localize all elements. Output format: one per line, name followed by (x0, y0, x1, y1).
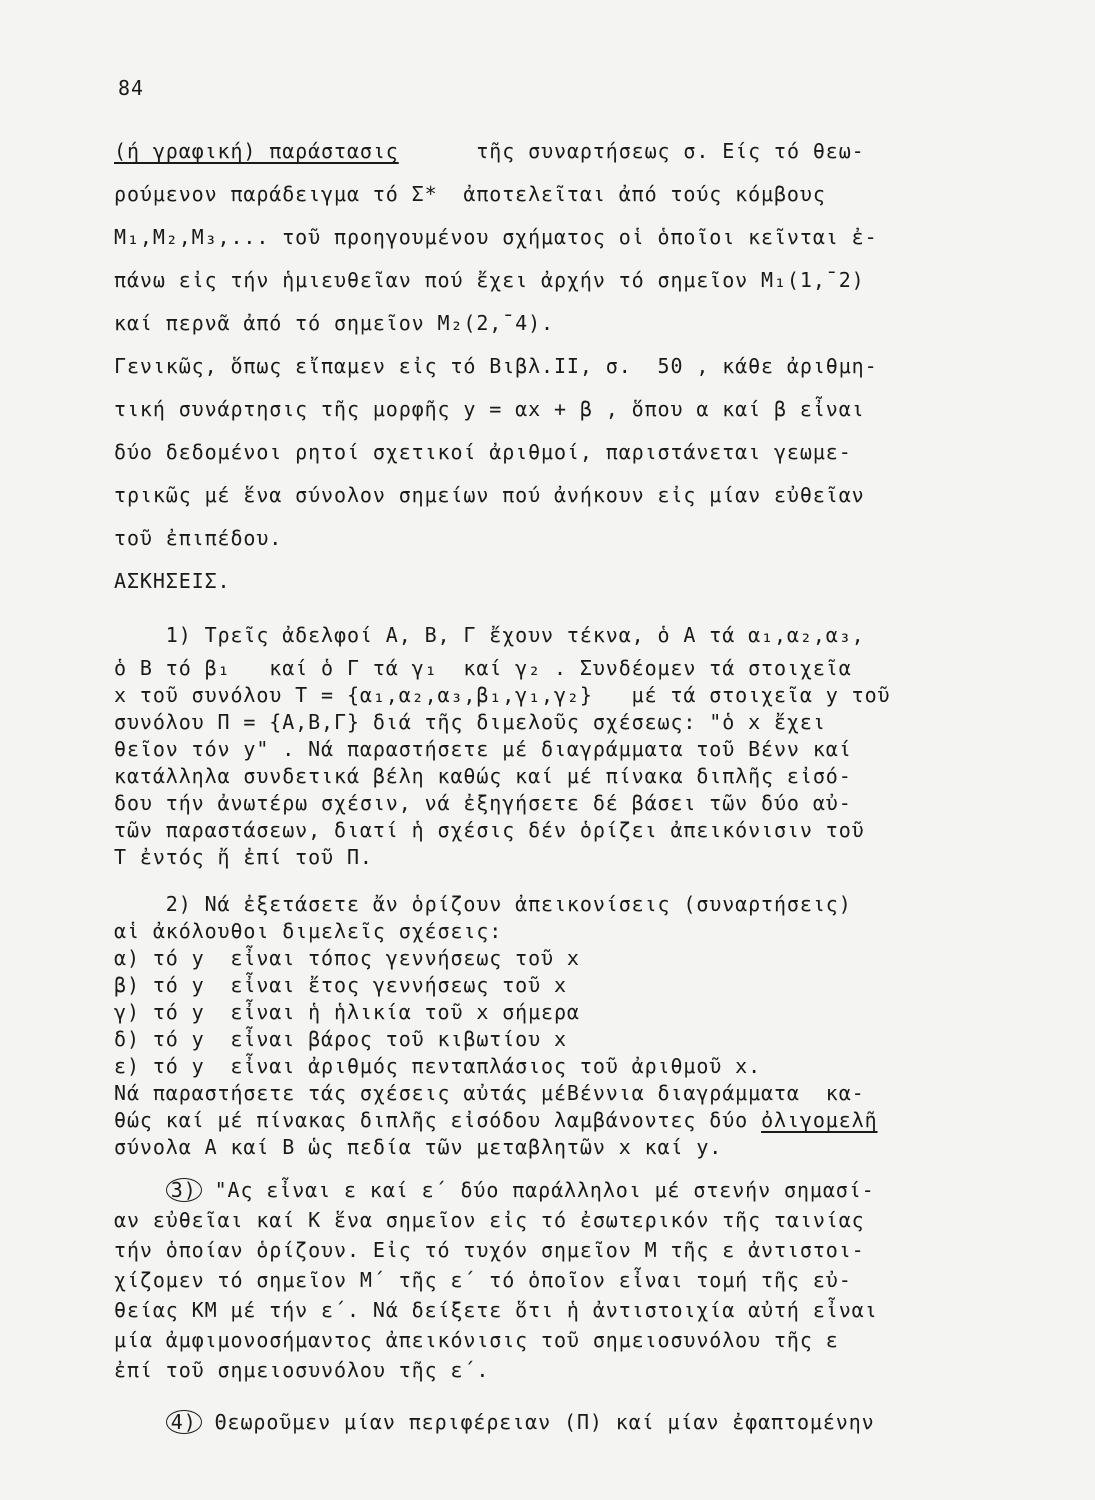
text-line: ρούμενον παράδειγμα τό Σ* ἀποτελεῖται ἀπό τούς κόμβους (114, 182, 826, 206)
text-line: x τοῦ συνόλου T = {α₁,α₂,α₃,β₁,γ₁,γ₂} μέ τά στοιχεῖα y τοῦ (114, 683, 891, 707)
exercise-2 (114, 891, 994, 1161)
text-line: θείας ΚΜ μέ τήν ε΄. Νά δείξετε ὅτι ἡ ἀντιστοιχία αὐτή εἶναι (114, 1298, 878, 1322)
text-fragment: Θεωροῦμεν μίαν περιφέρειαν (Π) καί μίαν ἐφαπτομένην (201, 1410, 875, 1434)
text-line: 2) Νά ἐξετάσετε ἄν ὁρίζουν ἀπεικονίσεις (συναρτήσεις) (114, 892, 852, 916)
text-line (114, 1107, 994, 1134)
text-line: Γενικῶς, ὅπως εἴπαμεν εἰς τό Βιβλ.II, σ. 50 , κάθε ἀριθμη- (114, 354, 878, 378)
text-line: πάνω εἰς τήν ἡμιευθεῖαν πού ἔχει ἀρχήν τό σημεῖον M₁(1,¯2) (114, 268, 865, 292)
circled-number: 3) (166, 1178, 202, 1202)
text-line: M₁,M₂,M₃,... τοῦ προηγουμένου σχήματος οἱ ὁποῖοι κεῖνται ἐ- (114, 225, 878, 249)
text-fragment: "Ας εἶναι ε καί ε΄ δύο παράλληλοι μέ στενήν σημασί- (201, 1178, 875, 1202)
page-body (114, 130, 994, 1437)
intro-paragraph (114, 130, 994, 603)
text-line: μία ἀμφιμονοσήμαντος ἀπεικόνισις τοῦ σημειοσυνόλου τῆς ε (114, 1328, 839, 1352)
underlined-phrase: (ή γραφική) παράστασις (114, 139, 399, 163)
text-line: 1) Τρεῖς ἀδελφοί Α, Β, Γ ἔχουν τέκνα, ὁ Α τά α₁,α₂,α₃, (114, 623, 865, 647)
text-line: ὁ Β τό β₁ καί ὁ Γ τά γ₁ καί γ₂ . Συνδέομεν τά στοιχεῖα (114, 656, 852, 680)
text-line: τοῦ ἐπιπέδου. (114, 526, 283, 550)
list-item: ε) τό y εἶναι ἀριθμός πενταπλάσιος τοῦ ἀριθμοῦ x. (114, 1054, 762, 1078)
text-line (114, 1175, 994, 1205)
text-line (114, 130, 994, 173)
text-line: T ἐντός ἤ ἐπί τοῦ Π. (114, 845, 373, 869)
text-line: τήν ὁποίαν ὁρίζουν. Εἰς τό τυχόν σημεῖον Μ τῆς ε ἀντιστοι- (114, 1238, 865, 1262)
text-line: τρικῶς μέ ἕνα σύνολον σημείων πού ἀνήκουν εἰς μίαν εὐθεῖαν (114, 483, 865, 507)
text-line: συνόλου Π = {A,B,Γ} διά τῆς διμελοῦς σχέσεως: "ὁ x ἔχει (114, 710, 826, 734)
text-line: αἱ ἀκόλουθοι διμελεῖς σχέσεις: (114, 919, 503, 943)
text-line: δου τήν ἀνωτέρω σχέσιν, νά ἐξηγήσετε δέ βάσει τῶν δύο αὐ- (114, 791, 852, 815)
section-heading: ΑΣΚΗΣΕΙΣ. (114, 569, 231, 593)
text-fragment: τῆς συναρτήσεως σ. Είς τό θεω- (476, 139, 865, 163)
text-line (114, 1407, 994, 1437)
list-item: β) τό y εἶναι ἔτος γεννήσεως τοῦ x (114, 973, 567, 997)
list-item: δ) τό y εἶναι βάρος τοῦ κιβωτίου x (114, 1027, 567, 1051)
exercise-3 (114, 1175, 994, 1385)
exercise-1 (114, 615, 994, 871)
text-line: κατάλληλα συνδετικά βέλη καθώς καί μέ πίνακα διπλῆς εἰσό- (114, 764, 852, 788)
underlined-word: ὀλιγομελῆ (761, 1108, 878, 1132)
text-fragment: θώς καί μέ πίνακας διπλῆς εἰσόδου λαμβάνοντες δύο (114, 1108, 762, 1132)
page-number: 84 (118, 76, 145, 100)
text-line: τῶν παραστάσεων, διατί ἡ σχέσις δέν ὁρίζει ἀπεικόνισιν τοῦ (114, 818, 865, 842)
text-line: ἐπί τοῦ σημειοσυνόλου τῆς ε΄. (114, 1358, 490, 1382)
text-line: αν εὐθεῖαι καί Κ ἕνα σημεῖον εἰς τό ἐσωτερικόν τῆς ταινίας (114, 1208, 865, 1232)
list-item: γ) τό y εἶναι ἡ ἡλικία τοῦ x σήμερα (114, 1000, 580, 1024)
text-line: χίζομεν τό σημεῖον Μ΄ τῆς ε΄ τό ὁποῖον εἶναι τομή τῆς εὐ- (114, 1268, 852, 1292)
text-line: τική συνάρτησις τῆς μορφῆς y = αx + β , ὅπου α καί β εἶναι (114, 397, 865, 421)
text-line: δύο δεδομένοι ρητοί σχετικοί ἀριθμοί, παριστάνεται γεωμε- (114, 440, 852, 464)
text-line: σύνολα Α καί Β ὡς πεδία τῶν μεταβλητῶν x καί y. (114, 1135, 723, 1159)
text-line: θεῖον τόν y" . Νά παραστήσετε μέ διαγράμματα τοῦ Βένν καί (114, 737, 852, 761)
list-item: α) τό y εἶναι τόπος γεννήσεως τοῦ x (114, 946, 580, 970)
text-line: καί περνᾶ ἀπό τό σημεῖον M₂(2,¯4). (114, 311, 554, 335)
exercise-4 (114, 1407, 994, 1437)
circled-number: 4) (166, 1410, 202, 1434)
text-line: Νά παραστήσετε τάς σχέσεις αὐτάς μέΒέννια διαγράμματα κα- (114, 1081, 865, 1105)
